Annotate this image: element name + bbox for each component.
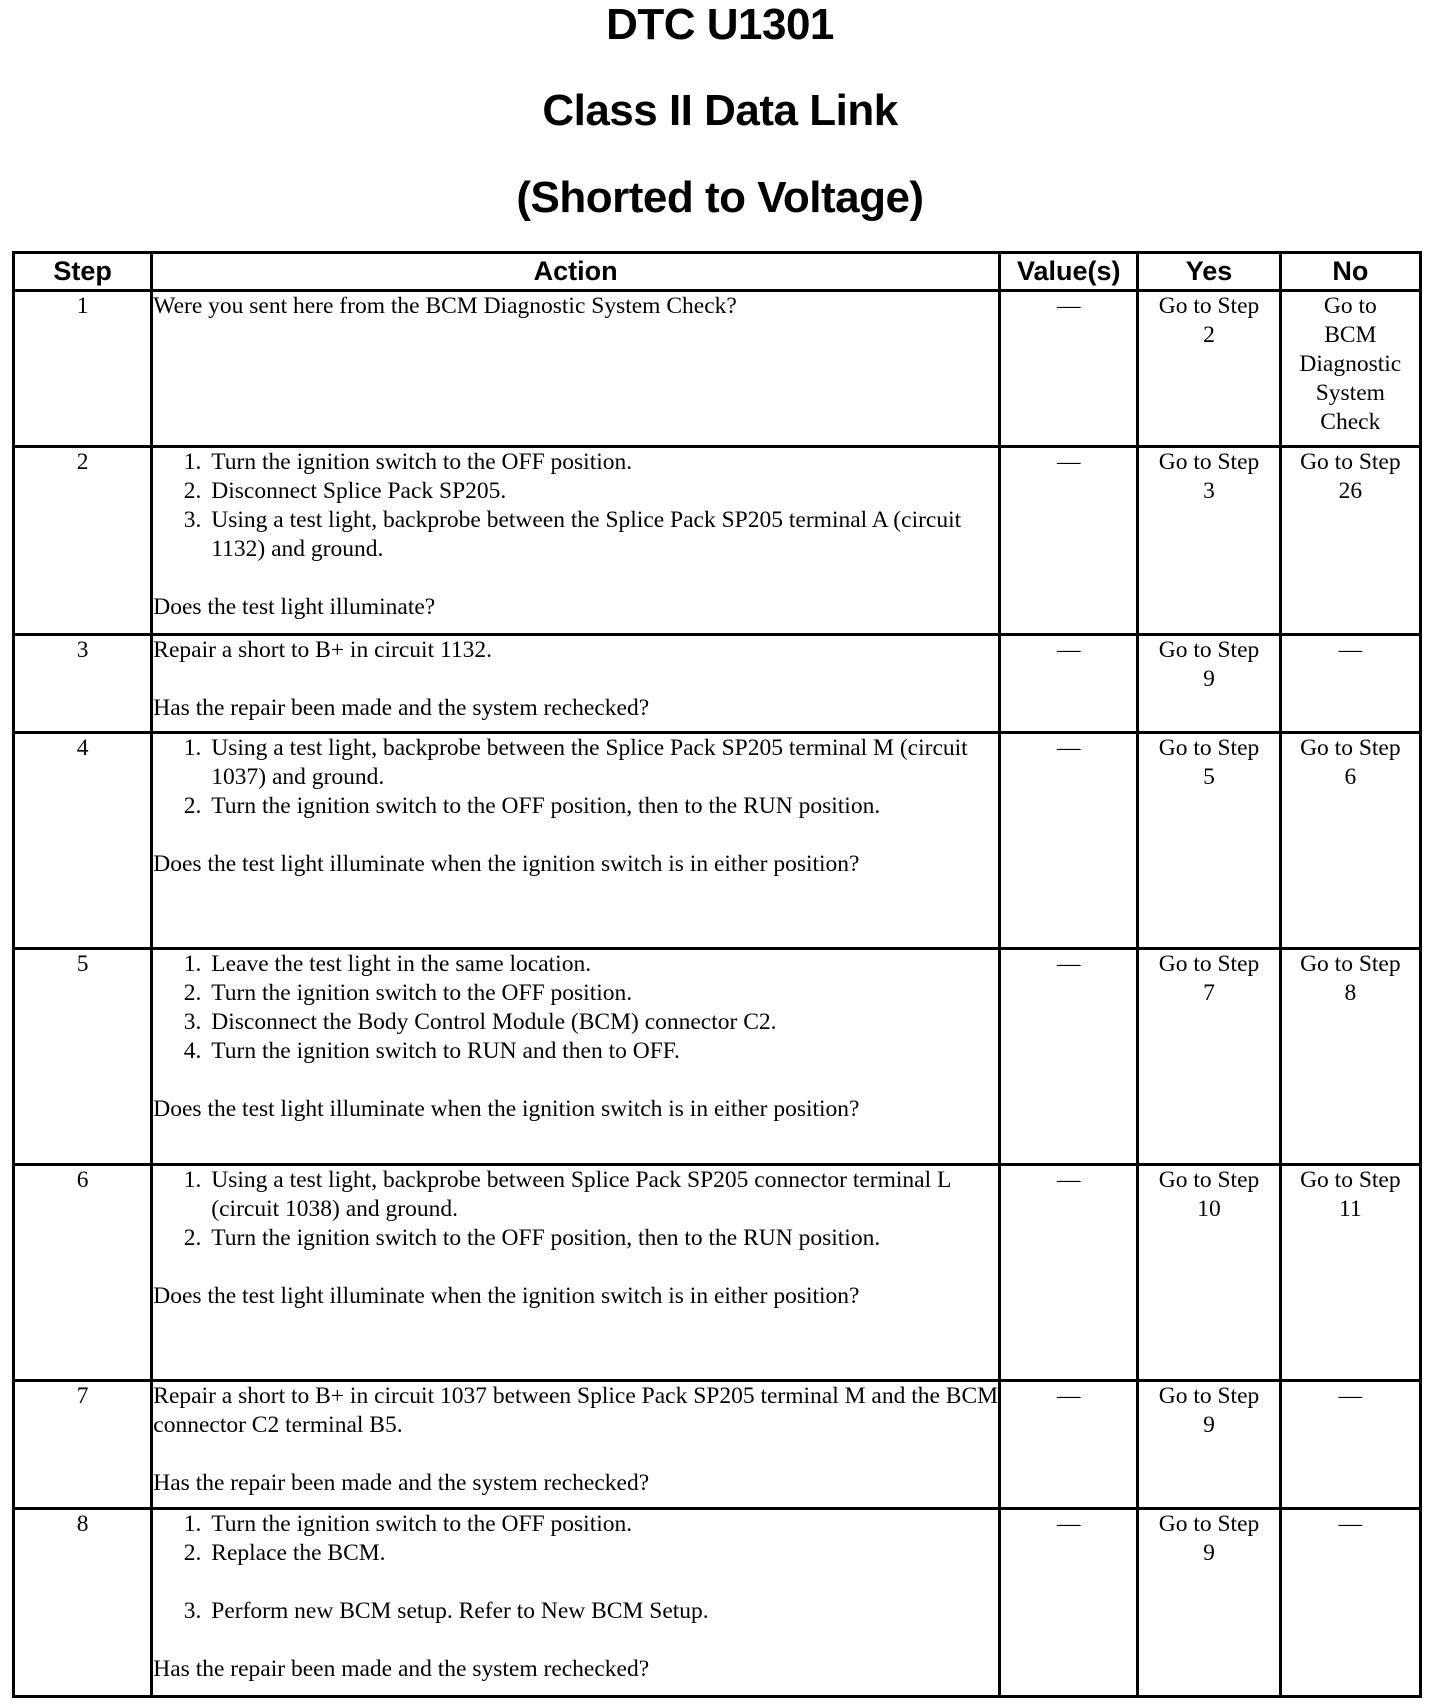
yes-cell (1138, 291, 1280, 447)
no-result-line: Go to Step (1300, 735, 1401, 761)
yes-result-line: 7 (1203, 980, 1215, 1006)
action-cell (152, 733, 1000, 949)
yes-result-line: Go to Step (1158, 637, 1260, 663)
step-number: 4 (14, 733, 152, 949)
action-step: 1. Turn the ignition switch to the OFF position. (207, 1510, 998, 1539)
action-step: 2. Turn the ignition switch to the OFF position, then to the RUN position. (207, 792, 998, 821)
action-question: Does the test light illuminate when the ignition switch is in either position? (153, 851, 860, 877)
table-body (14, 291, 1421, 1697)
no-cell (1280, 949, 1420, 1165)
no-result-line: BCM (1324, 322, 1377, 348)
page-subtitle-detail: (Shorted to Voltage) (516, 173, 924, 222)
yes-result-line: Go to Step (1158, 1383, 1260, 1409)
table-row (14, 1381, 1421, 1509)
value-cell: — (1000, 1381, 1138, 1509)
page-subtitle: Class II Data Link (542, 86, 898, 135)
yes-cell (1138, 949, 1280, 1165)
spacer (153, 665, 998, 694)
yes-cell (1138, 1165, 1280, 1381)
table-row (14, 733, 1421, 949)
spacer (153, 821, 998, 850)
header-no: No (1280, 253, 1420, 291)
yes-result-line: Go to Step (1158, 1511, 1260, 1537)
table-row (14, 1509, 1421, 1697)
step-number: 1 (14, 291, 152, 447)
spacer (153, 564, 998, 593)
action-step: 1. Using a test light, backprobe between the Splice Pack SP205 terminal M (circuit 1037) and ground. (207, 734, 998, 792)
action-steps-list (153, 1510, 998, 1626)
action-step: 3. Disconnect the Body Control Module (BCM) connector C2. (207, 1008, 998, 1037)
action-step: 1. Leave the test light in the same location. (207, 950, 998, 979)
spacer (153, 1253, 998, 1282)
no-result-line: Go to Step (1300, 951, 1401, 977)
action-step: 1. Using a test light, backprobe between Splice Pack SP205 connector terminal L (circuit 1038) and ground. (207, 1166, 998, 1224)
action-question: Has the repair been made and the system rechecked? (153, 1470, 650, 1496)
header-step: Step (14, 253, 152, 291)
action-cell (152, 447, 1000, 635)
spacer (153, 1626, 998, 1655)
no-result-line: Go to Step (1300, 449, 1401, 475)
no-result-line: 26 (1338, 478, 1363, 504)
action-step: 2. Replace the BCM. (207, 1539, 998, 1568)
page-title: DTC U1301 (606, 0, 834, 49)
value-cell: — (1000, 291, 1138, 447)
action-step: 1. Turn the ignition switch to the OFF position. (207, 448, 998, 477)
value-cell: — (1000, 635, 1138, 733)
no-result-line: 11 (1339, 1196, 1362, 1222)
no-cell (1280, 1165, 1420, 1381)
action-cell (152, 1509, 1000, 1697)
no-result-line: System (1315, 380, 1385, 406)
no-cell (1280, 447, 1420, 635)
value-cell: — (1000, 949, 1138, 1165)
action-intro: Repair a short to B+ in circuit 1132. (153, 637, 492, 663)
yes-result-line: 10 (1197, 1196, 1221, 1222)
action-question: Does the test light illuminate when the ignition switch is in either position? (153, 1096, 860, 1122)
step-number: 5 (14, 949, 152, 1165)
action-steps-list (153, 1166, 998, 1253)
yes-result-line: 3 (1203, 478, 1215, 504)
yes-cell (1138, 1381, 1280, 1509)
no-result-line: Go to (1323, 293, 1377, 319)
header-action: Action (152, 253, 1000, 291)
no-cell (1280, 733, 1420, 949)
action-steps-list (153, 448, 998, 564)
step-number: 8 (14, 1509, 152, 1697)
no-cell (1280, 1509, 1420, 1697)
action-question: Does the test light illuminate when the ignition switch is in either position? (153, 1283, 860, 1309)
step-number: 3 (14, 635, 152, 733)
action-step: 3. Using a test light, backprobe between the Splice Pack SP205 terminal A (circuit 1132) and ground. (207, 506, 998, 564)
header-yes: Yes (1138, 253, 1280, 291)
no-result-line: Diagnostic (1299, 351, 1402, 377)
action-steps-list (153, 734, 998, 821)
no-result-line: 8 (1344, 980, 1357, 1006)
value-cell: — (1000, 733, 1138, 949)
action-cell (152, 635, 1000, 733)
action-step: 3. Perform new BCM setup. Refer to New BCM Setup. (207, 1597, 998, 1626)
no-cell (1280, 291, 1420, 447)
yes-result-line: Go to Step (1158, 293, 1260, 319)
no-cell (1280, 1381, 1420, 1509)
no-result-line: — (1338, 637, 1363, 663)
step-number: 6 (14, 1165, 152, 1381)
action-step: 4. Turn the ignition switch to RUN and then to OFF. (207, 1037, 998, 1066)
yes-cell (1138, 733, 1280, 949)
yes-result-line: Go to Step (1158, 1167, 1260, 1193)
value-cell: — (1000, 1165, 1138, 1381)
action-intro: Were you sent here from the BCM Diagnostic System Check? (153, 293, 737, 319)
yes-cell (1138, 635, 1280, 733)
yes-result-line: Go to Step (1158, 735, 1260, 761)
yes-result-line: 9 (1203, 1412, 1215, 1438)
yes-result-line: 9 (1203, 1540, 1215, 1566)
no-result-line: — (1338, 1383, 1363, 1409)
no-cell (1280, 635, 1420, 733)
action-question: Has the repair been made and the system rechecked? (153, 695, 650, 721)
value-cell: — (1000, 1509, 1138, 1697)
yes-result-line: 9 (1203, 666, 1215, 692)
no-result-line: Go to Step (1300, 1167, 1401, 1193)
action-cell (152, 291, 1000, 447)
action-steps-list (153, 950, 998, 1066)
no-result-line: Check (1320, 409, 1381, 435)
action-cell (152, 1165, 1000, 1381)
action-question: Has the repair been made and the system rechecked? (153, 1656, 650, 1682)
action-cell (152, 949, 1000, 1165)
yes-cell (1138, 447, 1280, 635)
yes-result-line: Go to Step (1158, 449, 1260, 475)
table-row (14, 291, 1421, 447)
action-step: 2. Disconnect Splice Pack SP205. (207, 477, 998, 506)
no-result-line: — (1338, 1511, 1363, 1537)
action-step: 2. Turn the ignition switch to the OFF position. (207, 979, 998, 1008)
spacer (153, 1066, 998, 1095)
table-row (14, 949, 1421, 1165)
step-number: 7 (14, 1381, 152, 1509)
action-intro: Repair a short to B+ in circuit 1037 between Splice Pack SP205 terminal M and the BCM connector C2 terminal B5. (153, 1383, 999, 1438)
step-number: 2 (14, 447, 152, 635)
action-cell (152, 1381, 1000, 1509)
action-step: 2. Turn the ignition switch to the OFF position, then to the RUN position. (207, 1224, 998, 1253)
action-question: Does the test light illuminate? (153, 594, 436, 620)
yes-result-line: 2 (1203, 322, 1215, 348)
spacer (153, 1440, 998, 1469)
value-cell: — (1000, 447, 1138, 635)
yes-result-line: Go to Step (1158, 951, 1260, 977)
no-result-line: 6 (1344, 764, 1357, 790)
header-values: Value(s) (1000, 253, 1138, 291)
table-header (14, 253, 1421, 291)
yes-cell (1138, 1509, 1280, 1697)
yes-result-line: 5 (1203, 764, 1215, 790)
table-row (14, 1165, 1421, 1381)
diagnostic-table (12, 251, 1422, 1698)
table-row (14, 635, 1421, 733)
table-row (14, 447, 1421, 635)
